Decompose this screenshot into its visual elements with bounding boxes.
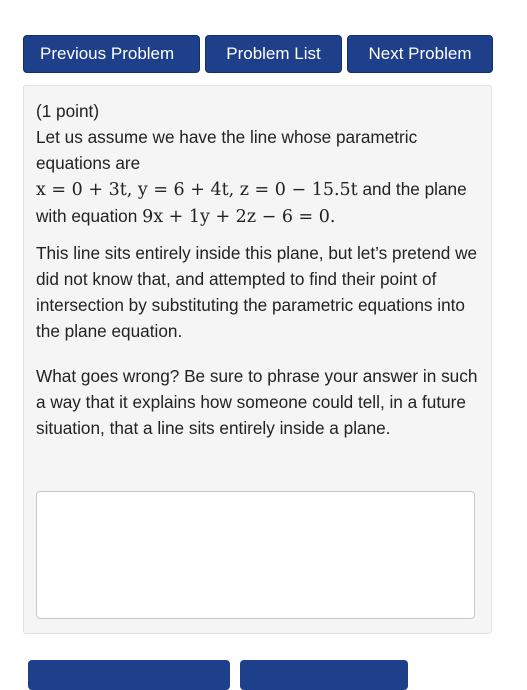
problem-intro: Let us assume we have the line whose parametric equations are [36,127,418,173]
answer-textarea[interactable] [36,491,475,619]
next-problem-button[interactable]: Next Problem [347,35,493,73]
problem-list-button[interactable]: Problem List [205,35,342,73]
problem-paragraph-3: What goes wrong? Be sure to phrase your answer in such a way that it explains how someone could tell, in a future situation, that a line sits entirely inside a plane. [36,366,478,438]
plane-intro: and the plane with equation [36,179,467,226]
line-equation: x = 0 + 3t, y = 6 + 4t, z = 0 − 15.5t [36,180,358,200]
preview-button[interactable] [240,660,408,690]
problem-statement [36,124,478,230]
problem-paragraph-2: This line sits entirely inside this plane, but let’s pretend we did not know that, and attempted to find their point of intersection by substituting the parametric equations into the plane equation. [36,243,478,341]
submit-button[interactable] [28,660,230,690]
previous-problem-button[interactable]: Previous Problem [23,35,200,73]
points-label: (1 point) [36,101,100,121]
problem-navigation [23,35,493,73]
problem-panel [23,85,492,634]
plane-equation: 9x + 1y + 2z − 6 = 0. [142,207,336,227]
